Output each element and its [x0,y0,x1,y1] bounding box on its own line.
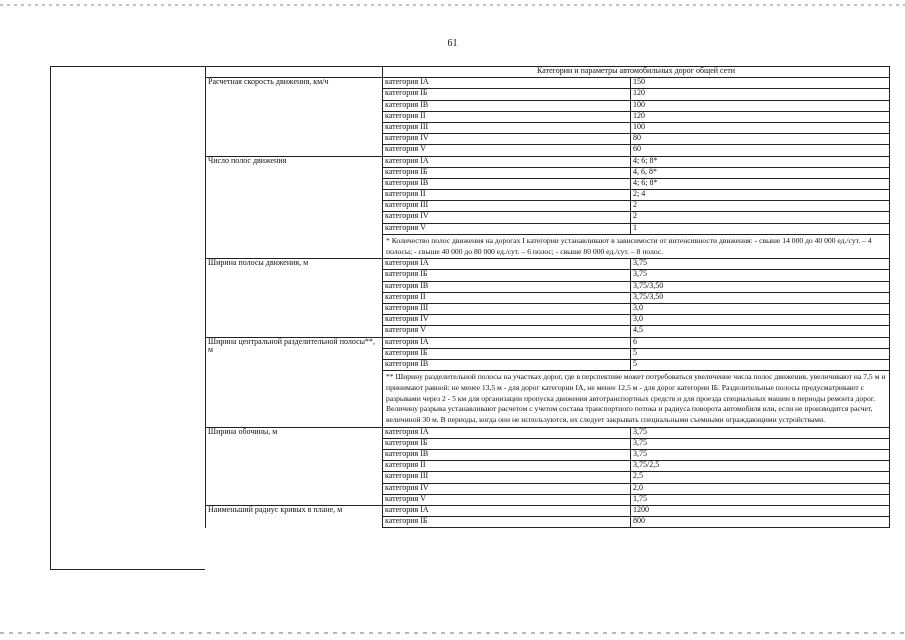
value-cell: 2,0 [631,483,890,494]
category-cell: категория IV [383,134,631,145]
table-header-row [206,67,890,78]
value-cell: 3,75 [631,438,890,449]
category-cell: категория IВ [383,100,631,111]
parameter-name: Ширина полосы движения, м [206,259,383,337]
scan-bottom-edge [0,632,905,634]
footnote-text: ** Ширину разделительной полосы на участках дорог, где в перспективе может потребоваться увеличение числа полос движения, увеличивают на 7,5 м и принимают равной: не менее 13,5 м - для дорог категории IA, не менее 12,5 м - для дорог категории IБ. Разделительные полосы предусматривают с разрывами через 2 - 5 км для организации пропуска движения автотранспортных средств и для проезда специальных машин в периоды ремонта дорог. Величину разрыва устанавливают расчетом с учетом состава транспортного потока и радиуса поворота автомобиля или, если не производится расчет, величиной 30 м. В периоды, когда они не используются, их следует закрывать специальными съемными ограждающими устройствами. [383,371,890,428]
category-cell: категория II [383,111,631,122]
value-cell: 6 [631,337,890,348]
value-cell: 3,75/3,50 [631,281,890,292]
table-row [206,259,890,270]
left-margin-column [50,66,205,570]
table-header-blank [206,67,383,78]
value-cell: 3,75 [631,427,890,438]
category-cell: категория II [383,461,631,472]
category-cell: категория II [383,292,631,303]
table-header: Категории и параметры автомобильных дорог общей сети [383,67,890,78]
category-cell: категория IБ [383,167,631,178]
value-cell: 1 [631,223,890,234]
value-cell: 3,0 [631,315,890,326]
value-cell: 4, 6, 8* [631,167,890,178]
value-cell: 2 [631,201,890,212]
page-number: 61 [447,38,458,49]
value-cell: 3,75/2,5 [631,461,890,472]
parameter-name: Наименьший радиус кривых в плане, м [206,505,383,527]
category-cell: категория V [383,326,631,337]
value-cell: 120 [631,111,890,122]
value-cell: 3,75 [631,449,890,460]
value-cell: 3,75/3,50 [631,292,890,303]
category-cell: категория IA [383,337,631,348]
value-cell: 3,75 [631,270,890,281]
value-cell: 80 [631,134,890,145]
table-row [206,505,890,516]
category-cell: категория IВ [383,359,631,370]
category-cell: категория IБ [383,348,631,359]
value-cell: 4; 6; 8* [631,156,890,167]
value-cell: 3,75 [631,259,890,270]
table-row [206,337,890,348]
value-cell: 4,5 [631,326,890,337]
value-cell: 3,0 [631,303,890,314]
table-row [206,427,890,438]
category-cell: категория IБ [383,270,631,281]
value-cell: 4; 6; 8* [631,178,890,189]
value-cell: 150 [631,78,890,89]
scan-top-edge [0,4,905,6]
category-cell: категория IБ [383,89,631,100]
value-cell: 1,75 [631,494,890,505]
category-cell: категория III [383,472,631,483]
road-parameters-table [205,66,890,528]
value-cell: 5 [631,359,890,370]
category-cell: категория IБ [383,438,631,449]
table-row [206,156,890,167]
category-cell: категория IA [383,259,631,270]
category-cell: категория V [383,223,631,234]
table-row [206,78,890,89]
value-cell: 60 [631,145,890,156]
value-cell: 1200 [631,505,890,516]
category-cell: категория II [383,190,631,201]
value-cell: 2; 4 [631,190,890,201]
category-cell: категория IA [383,427,631,438]
footnote-text: * Количество полос движения на дорогах I категории устанавливают в зависимости от интенсивности движения: - свыше 14 000 до 40 000 ед./сут. – 4 полосы; - свыше 40 000 до 80 000 ед./сут. – 6 полос; - свыше 80 000 ед./сут. – 8 полос. [383,234,890,258]
parameter-name: Ширина обочины, м [206,427,383,505]
value-cell: 100 [631,122,890,133]
category-cell: категория V [383,145,631,156]
category-cell: категория IA [383,505,631,516]
value-cell: 800 [631,517,890,528]
category-cell: категория IВ [383,449,631,460]
value-cell: 100 [631,100,890,111]
value-cell: 5 [631,348,890,359]
value-cell: 120 [631,89,890,100]
category-cell: категория III [383,122,631,133]
category-cell: категория IA [383,78,631,89]
category-cell: категория III [383,303,631,314]
parameter-name: Ширина центральной разделительной полосы**, м [206,337,383,427]
category-cell: категория IВ [383,281,631,292]
category-cell: категория IВ [383,178,631,189]
category-cell: категория IV [383,483,631,494]
parameter-name: Расчетная скорость движения, км/ч [206,78,383,156]
value-cell: 2 [631,212,890,223]
category-cell: категория V [383,494,631,505]
parameter-name: Число полос движения [206,156,383,259]
category-cell: категория IV [383,315,631,326]
value-cell: 2,5 [631,472,890,483]
category-cell: категория IV [383,212,631,223]
category-cell: категория IA [383,156,631,167]
category-cell: категория III [383,201,631,212]
category-cell: категория IБ [383,517,631,528]
